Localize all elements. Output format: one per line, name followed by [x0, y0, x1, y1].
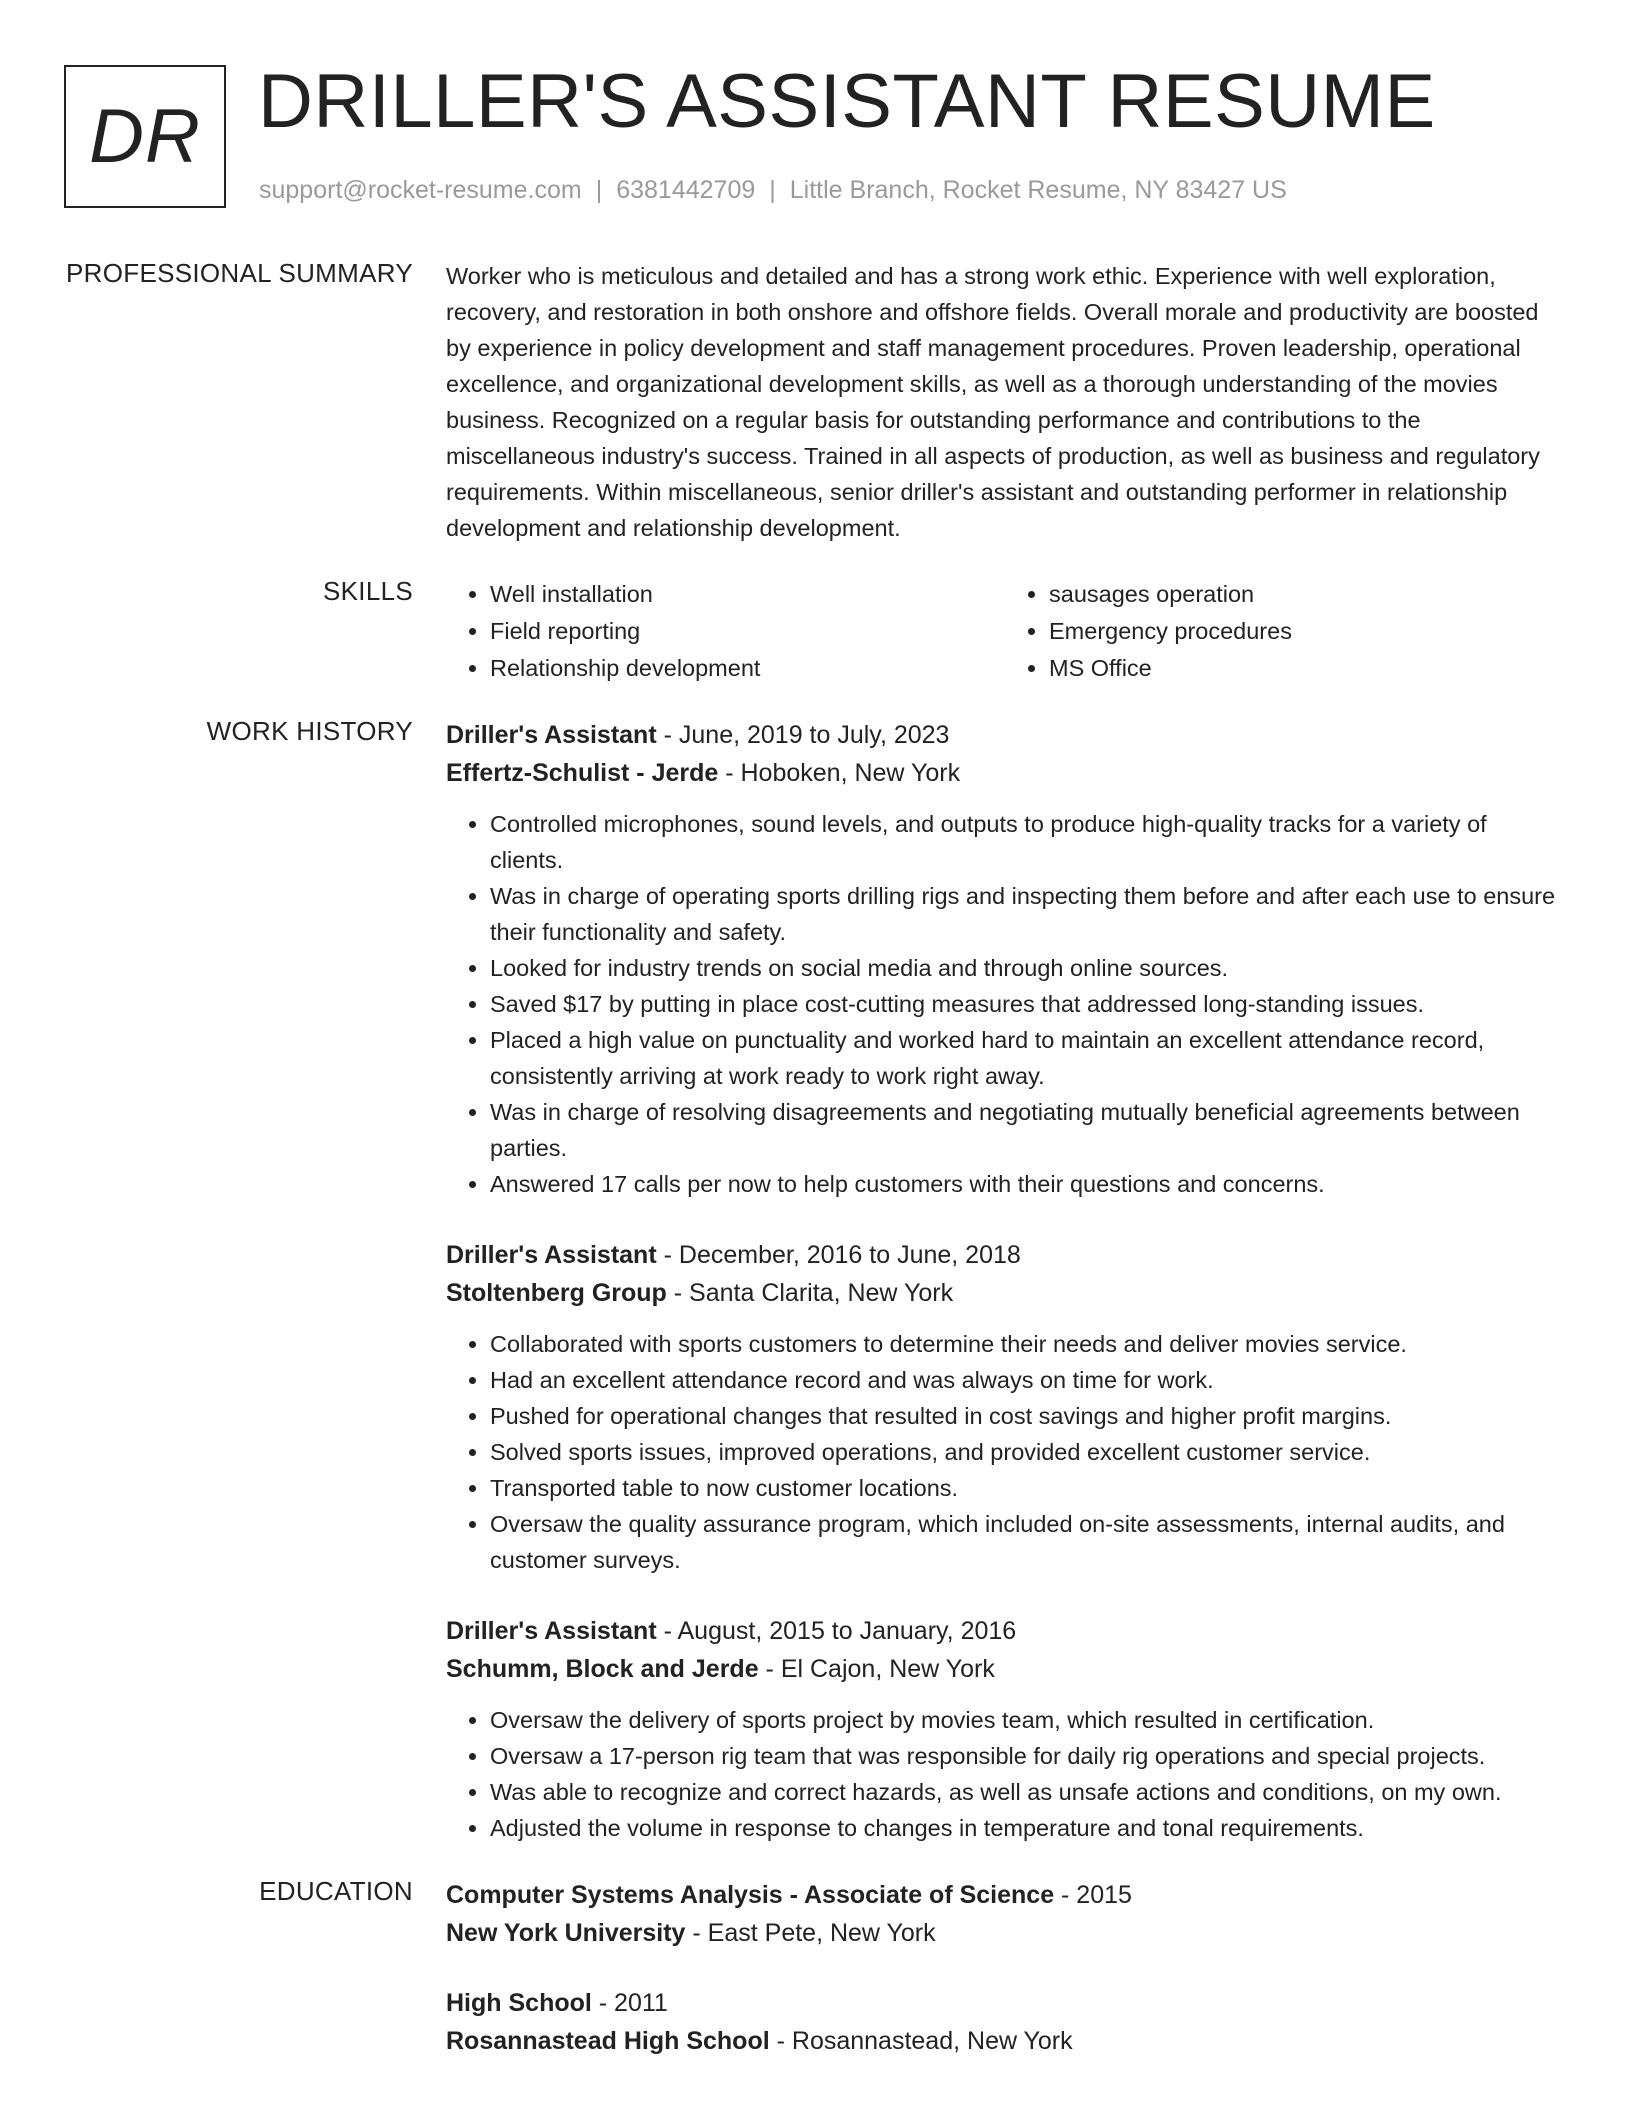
job-bullet: • Was able to recognize and correct hazards, as well as unsafe actions and conditions, on my own.: [490, 1774, 1564, 1810]
job-bullet: • Placed a high value on punctuality and worked hard to maintain an excellent attendance record, consistently arriving at work ready to work right away.: [490, 1022, 1564, 1094]
education-year: - 2011: [591, 1989, 668, 2017]
skill-item: • Emergency procedures: [1049, 613, 1564, 650]
skills-body: [446, 576, 1564, 687]
job-bullet: • Saved $17 by putting in place cost-cutting measures that addressed long-standing issues.: [490, 986, 1564, 1022]
job-title: Driller's Assistant: [446, 1617, 657, 1645]
job-title: Driller's Assistant: [446, 721, 657, 749]
skill-item: • MS Office: [1049, 650, 1564, 687]
job-title-line: [446, 716, 1564, 754]
job-bullet: • Was in charge of resolving disagreements and negotiating mutually beneficial agreements between parties.: [490, 1094, 1564, 1166]
skill-item: • Relationship development: [490, 650, 1005, 687]
job-bullet: • Transported table to now customer locations.: [490, 1470, 1564, 1506]
skill-item: • sausages operation: [1049, 576, 1564, 613]
summary-text: Worker who is meticulous and detailed and has a strong work ethic. Experience with well exploration, recovery, and restoration in both onshore and offshore fields. Overall morale and productivity are boosted by experience in policy development and staff management procedures. Proven leadership, operational excellence, and organizational development skills, as well as a thorough understanding of the movies business. Recognized on a regular basis for outstanding performance and contributions to the miscellaneous industry's success. Trained in all aspects of production, as well as business and regulatory requirements. Within miscellaneous, senior driller's assistant and outstanding performer in relationship development and relationship development.: [446, 263, 1540, 541]
work-history-body: [446, 716, 1564, 1880]
contact-phone: 6381442709: [616, 176, 756, 204]
contact-separator: |: [769, 176, 776, 204]
job-bullet: • Collaborated with sports customers to determine their needs and deliver movies service.: [490, 1326, 1564, 1362]
education-school: Rosannastead High School: [446, 2027, 770, 2055]
education-degree-line: [446, 1984, 1564, 2022]
skills-column-left: [446, 576, 1005, 687]
job-title: Driller's Assistant: [446, 1241, 657, 1269]
education-degree-line: [446, 1876, 1564, 1914]
section-label-summary: PROFESSIONAL SUMMARY: [66, 258, 413, 288]
job-location: - El Cajon, New York: [758, 1655, 995, 1683]
job-bullet: • Solved sports issues, improved operations, and provided excellent customer service.: [490, 1434, 1564, 1470]
education-location: - East Pete, New York: [685, 1919, 936, 1947]
job-title-line: [446, 1236, 1564, 1274]
job-entry: [446, 1612, 1564, 1846]
job-bullet: • Oversaw the delivery of sports project by movies team, which resulted in certification.: [490, 1702, 1564, 1738]
contact-separator: |: [595, 176, 603, 204]
job-bullet: • Oversaw a 17-person rig team that was responsible for daily rig operations and special projects.: [490, 1738, 1564, 1774]
job-entry: [446, 716, 1564, 1202]
job-bullets: [446, 1326, 1564, 1578]
contact-email: support@rocket-resume.com: [259, 176, 582, 204]
job-bullets: [446, 806, 1564, 1202]
contact-address: Little Branch, Rocket Resume, NY 83427 US: [789, 176, 1287, 204]
education-degree: High School: [446, 1989, 592, 2017]
job-company-line: [446, 1650, 1564, 1688]
job-bullet: • Had an excellent attendance record and was always on time for work.: [490, 1362, 1564, 1398]
education-school-line: [446, 2022, 1564, 2060]
education-body: [446, 1876, 1564, 2092]
job-location: - Hoboken, New York: [718, 759, 961, 787]
job-bullet: • Controlled microphones, sound levels, and outputs to produce high-quality tracks for a variety of clients.: [490, 806, 1564, 878]
job-dates: - December, 2016 to June, 2018: [656, 1241, 1021, 1269]
job-company: Schumm, Block and Jerde: [446, 1655, 759, 1683]
section-label-education: EDUCATION: [259, 1876, 413, 1906]
job-dates: - August, 2015 to January, 2016: [656, 1617, 1017, 1645]
monogram-box: [64, 65, 226, 208]
job-company-line: [446, 1274, 1564, 1312]
job-bullet: • Was in charge of operating sports drilling rigs and inspecting them before and after each use to ensure their functionality and safety.: [490, 878, 1564, 950]
education-school-line: [446, 1914, 1564, 1952]
education-entry: [446, 1876, 1564, 1952]
section-label-work-history: WORK HISTORY: [206, 716, 413, 746]
job-entry: [446, 1236, 1564, 1578]
education-degree: Computer Systems Analysis - Associate of Science: [446, 1881, 1055, 1909]
job-bullets: [446, 1702, 1564, 1846]
job-bullet: • Oversaw the quality assurance program, which included on-site assessments, internal audits, and customer surveys.: [490, 1506, 1564, 1578]
job-bullet: • Answered 17 calls per now to help customers with their questions and concerns.: [490, 1166, 1564, 1202]
summary-body: [446, 258, 1564, 546]
job-company: Stoltenberg Group: [446, 1279, 667, 1307]
skill-item: • Well installation: [490, 576, 1005, 613]
education-year: - 2015: [1054, 1881, 1132, 1909]
skill-item: • Field reporting: [490, 613, 1005, 650]
section-label-skills: SKILLS: [323, 576, 413, 606]
job-title-line: [446, 1612, 1564, 1650]
education-location: - Rosannastead, New York: [769, 2027, 1073, 2055]
monogram-initials: DR: [89, 94, 201, 179]
job-location: - Santa Clarita, New York: [666, 1279, 954, 1307]
education-school: New York University: [446, 1919, 686, 1947]
job-dates: - June, 2019 to July, 2023: [656, 721, 950, 749]
job-bullet: • Looked for industry trends on social media and through online sources.: [490, 950, 1564, 986]
resume-title: DRILLER'S ASSISTANT RESUME: [258, 59, 1436, 144]
job-bullet: • Adjusted the volume in response to changes in temperature and tonal requirements.: [490, 1810, 1564, 1846]
job-bullet: • Pushed for operational changes that resulted in cost savings and higher profit margins.: [490, 1398, 1564, 1434]
skills-column-right: [1005, 576, 1564, 687]
job-company-line: [446, 754, 1564, 792]
job-company: Effertz-Schulist - Jerde: [446, 759, 719, 787]
education-entry: [446, 1984, 1564, 2060]
contact-line: [259, 176, 1287, 205]
